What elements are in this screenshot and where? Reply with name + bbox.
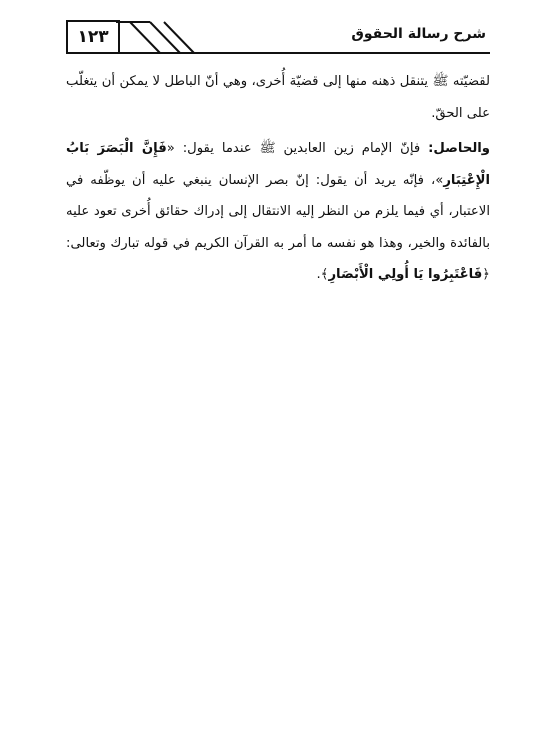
page-header	[66, 20, 490, 54]
running-title: شرح رسالة الحقوق	[351, 26, 486, 42]
body-text	[66, 66, 490, 291]
page-number-text: ١٢٣	[77, 27, 109, 47]
paragraph-1: لقضيّته ﷺ يتنقل ذهنه منها إلى قضيّة أُخرى، وهي أنّ الباطل لا يمكن أن يتغلّب على الحقّ.	[66, 74, 490, 121]
quote-quran: فَاعْتَبِرُوا يَا أُولِي الْأَبْصَارِ	[328, 267, 483, 282]
paragraph-text-b: »، فإنّه يريد أن يقول: إنّ بصر الإنسان ينبغي عليه أن يوظّفه في الاعتبار، أي فيما يلزم من النظر إليه الانتقال إلى إدراك حقائق أُخرى تعود عليه بالفائدة والخير، وهذا هو نفسه ما أمر به القرآن الكريم في قوله تبارك وتعالى: ﴿	[66, 172, 490, 282]
paragraph-text-c: ﴾.	[316, 267, 329, 282]
header-ornament-lines	[116, 20, 236, 54]
quote-hadith: فَإِنَّ الْبَصَرَ بَابُ الْإِعْتِبَارِ	[66, 141, 490, 188]
paragraph-lead: والحاصل:	[428, 141, 490, 156]
paragraph-text-a: فإنّ الإمام زين العابدين ﷺ عندما يقول: «	[166, 141, 429, 156]
paragraph-2	[66, 133, 490, 291]
page-number	[66, 20, 120, 52]
header-rule	[66, 52, 490, 54]
